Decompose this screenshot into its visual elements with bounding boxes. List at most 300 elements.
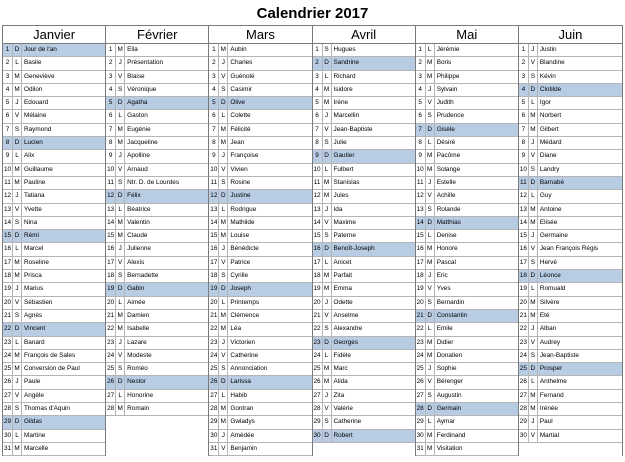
weekday-letter: V: [13, 204, 22, 216]
day-row-sunday: [519, 270, 622, 283]
weekday-letter: V: [529, 150, 538, 162]
weekday-letter: V: [116, 71, 125, 83]
saint-name: Achille: [436, 192, 456, 200]
day-row: [3, 110, 105, 123]
saint-name: Gautier: [333, 152, 355, 160]
month-column: [106, 26, 209, 456]
day-row: [519, 350, 622, 363]
day-row: [209, 243, 311, 256]
saint-name: Eté: [539, 311, 550, 319]
weekday-letter: M: [323, 363, 332, 375]
day-row: [3, 443, 105, 456]
day-row: [3, 71, 105, 84]
saint-name: Catherine: [333, 418, 362, 426]
weekday-letter: M: [529, 310, 538, 322]
day-row: [416, 177, 518, 190]
saint-name: Parfait: [333, 272, 352, 280]
weekday-letter: S: [13, 310, 22, 322]
day-number: 27: [209, 390, 219, 402]
weekday-letter: S: [219, 177, 228, 189]
saint-name: Pascal: [436, 258, 456, 266]
weekday-letter: D: [529, 270, 538, 282]
day-row-sunday: [3, 323, 105, 336]
day-number: 2: [209, 57, 219, 69]
day-row: [3, 243, 105, 256]
weekday-letter: L: [426, 416, 435, 428]
day-row: [106, 110, 208, 123]
weekday-letter: J: [13, 376, 22, 388]
day-row: [106, 323, 208, 336]
day-row: [209, 150, 311, 163]
day-row: [519, 110, 622, 123]
weekday-letter: S: [323, 230, 332, 242]
day-row: [3, 270, 105, 283]
day-row: [209, 84, 311, 97]
weekday-letter: D: [426, 403, 435, 415]
day-number: 23: [519, 337, 529, 349]
weekday-letter: M: [426, 257, 435, 269]
day-row-sunday: [416, 403, 518, 416]
saint-name: Aimée: [127, 298, 146, 306]
day-number: 7: [313, 124, 323, 136]
day-number: 19: [106, 283, 116, 295]
weekday-letter: L: [529, 97, 538, 109]
month-header: Janvier: [3, 26, 105, 44]
day-row: [519, 124, 622, 137]
weekday-letter: M: [116, 137, 125, 149]
weekday-letter: J: [426, 270, 435, 282]
weekday-letter: L: [323, 164, 332, 176]
day-number: 15: [313, 230, 323, 242]
weekday-letter: M: [116, 310, 125, 322]
day-number: 20: [209, 297, 219, 309]
weekday-letter: D: [13, 416, 22, 428]
day-number: 16: [519, 243, 529, 255]
day-number: 5: [106, 97, 116, 109]
weekday-letter: V: [323, 310, 332, 322]
weekday-letter: M: [323, 84, 332, 96]
weekday-letter: M: [323, 270, 332, 282]
day-row: [416, 390, 518, 403]
saint-name: Sylvain: [436, 85, 458, 93]
saint-name: Vincent: [24, 325, 46, 333]
day-row: [106, 243, 208, 256]
day-number: 16: [416, 243, 426, 255]
saint-name: Annonciation: [230, 365, 268, 373]
day-row-sunday: [416, 310, 518, 323]
saint-name: François de Sales: [24, 351, 76, 359]
month-header: Avril: [313, 26, 415, 44]
saint-name: Marcel: [24, 245, 44, 253]
day-number: 28: [209, 403, 219, 415]
day-row: [106, 44, 208, 57]
day-number: 22: [106, 323, 116, 335]
day-row: [313, 390, 415, 403]
day-number: 21: [209, 310, 219, 322]
day-row: [106, 164, 208, 177]
day-row: [106, 137, 208, 150]
day-number: 7: [106, 124, 116, 136]
weekday-letter: J: [529, 230, 538, 242]
day-number: 12: [209, 190, 219, 202]
weekday-letter: S: [219, 270, 228, 282]
weekday-letter: M: [426, 71, 435, 83]
day-row: [106, 337, 208, 350]
day-row: [106, 350, 208, 363]
day-number: 30: [519, 430, 529, 442]
day-number: 4: [313, 84, 323, 96]
saint-name: Anselme: [333, 311, 359, 319]
saint-name: Bénédicte: [230, 245, 259, 253]
saint-name: Casimir: [230, 85, 252, 93]
day-number: 24: [3, 350, 13, 362]
day-number: 30: [416, 430, 426, 442]
weekday-letter: S: [219, 363, 228, 375]
weekday-letter: M: [529, 110, 538, 122]
weekday-letter: M: [13, 350, 22, 362]
saint-name: Silvère: [539, 298, 560, 306]
weekday-letter: L: [219, 297, 228, 309]
day-number: 14: [106, 217, 116, 229]
day-number: 17: [416, 257, 426, 269]
day-row: [313, 204, 415, 217]
saint-name: Colette: [230, 112, 251, 120]
saint-name: Ntr. D. de Lourdes: [127, 178, 180, 186]
day-number: 4: [416, 84, 426, 96]
saint-name: Constantin: [436, 311, 468, 319]
saint-name: Kévin: [539, 72, 556, 80]
day-row: [209, 430, 311, 443]
saint-name: Norbert: [539, 112, 562, 120]
day-number: 6: [313, 110, 323, 122]
day-number: 10: [313, 164, 323, 176]
day-row: [519, 230, 622, 243]
weekday-letter: L: [529, 376, 538, 388]
weekday-letter: M: [219, 230, 228, 242]
weekday-letter: S: [13, 124, 22, 136]
weekday-letter: L: [116, 110, 125, 122]
day-row: [106, 257, 208, 270]
saint-name: Jean-Baptiste: [539, 351, 579, 359]
saint-name: Zita: [333, 391, 345, 399]
day-number: 26: [3, 376, 13, 388]
saint-name: Victorien: [230, 338, 256, 346]
weekday-letter: J: [13, 190, 22, 202]
day-row: [416, 363, 518, 376]
day-number: 9: [3, 150, 13, 162]
day-row: [209, 44, 311, 57]
saint-name: Marc: [333, 365, 348, 373]
saint-name: Fernand: [539, 391, 564, 399]
weekday-letter: J: [116, 57, 125, 69]
weekday-letter: L: [219, 110, 228, 122]
day-row: [416, 337, 518, 350]
day-row: [3, 403, 105, 416]
saint-name: Anthelme: [539, 378, 567, 386]
day-row: [313, 416, 415, 429]
day-row: [209, 137, 311, 150]
day-number: 15: [106, 230, 116, 242]
saint-name: Yves: [436, 285, 451, 293]
day-row: [209, 217, 311, 230]
day-row-sunday: [3, 416, 105, 429]
day-number: 24: [106, 350, 116, 362]
weekday-letter: M: [219, 137, 228, 149]
saint-name: Gildas: [24, 418, 43, 426]
day-number: 20: [519, 297, 529, 309]
saint-name: Sandrine: [333, 59, 360, 67]
day-number: 19: [3, 283, 13, 295]
saint-name: Béatrice: [127, 205, 151, 213]
day-row: [519, 257, 622, 270]
day-row: [3, 257, 105, 270]
weekday-letter: S: [426, 110, 435, 122]
weekday-letter: S: [116, 270, 125, 282]
day-row: [3, 337, 105, 350]
day-row: [519, 150, 622, 163]
saint-name: Léa: [230, 325, 242, 333]
saint-name: Isabelle: [127, 325, 150, 333]
saint-name: Basile: [24, 59, 42, 67]
day-number: 30: [3, 430, 13, 442]
saint-name: Joseph: [230, 285, 251, 293]
day-row: [313, 310, 415, 323]
day-row-sunday: [3, 230, 105, 243]
day-number: 5: [3, 97, 13, 109]
day-number: 23: [3, 337, 13, 349]
day-number: 1: [313, 44, 323, 56]
saint-name: Guy: [539, 192, 552, 200]
weekday-letter: V: [13, 390, 22, 402]
day-number: 12: [106, 190, 116, 202]
day-row: [313, 376, 415, 389]
day-row-sunday: [313, 150, 415, 163]
saint-name: Alix: [24, 152, 35, 160]
saint-name: Tatiana: [24, 192, 45, 200]
day-number: 10: [106, 164, 116, 176]
day-row: [209, 443, 311, 456]
weekday-letter: M: [219, 124, 228, 136]
day-row: [313, 137, 415, 150]
saint-name: Jules: [333, 192, 349, 200]
day-number: 21: [313, 310, 323, 322]
day-row: [416, 443, 518, 456]
weekday-letter: J: [323, 204, 332, 216]
saint-name: Olive: [230, 99, 245, 107]
day-number: 13: [106, 204, 116, 216]
weekday-letter: V: [426, 376, 435, 388]
saint-name: Gabin: [127, 285, 145, 293]
day-number: 6: [519, 110, 529, 122]
saint-name: Eric: [436, 272, 448, 280]
day-number: 16: [209, 243, 219, 255]
saint-name: Benjamin: [230, 444, 257, 452]
saint-name: Clémence: [230, 311, 260, 319]
day-row-sunday: [313, 430, 415, 443]
day-row: [3, 390, 105, 403]
day-row: [313, 84, 415, 97]
weekday-letter: M: [13, 443, 22, 455]
day-row: [416, 323, 518, 336]
month-header: Février: [106, 26, 208, 44]
day-number: 8: [519, 137, 529, 149]
day-row: [313, 124, 415, 137]
day-number: 3: [3, 71, 13, 83]
weekday-letter: M: [116, 217, 125, 229]
saint-name: Raymond: [24, 125, 52, 133]
day-number: 24: [519, 350, 529, 362]
saint-name: Roseline: [24, 258, 49, 266]
day-row: [519, 243, 622, 256]
day-number: 23: [313, 337, 323, 349]
saint-name: Blaise: [127, 72, 145, 80]
day-number: 9: [313, 150, 323, 162]
day-row: [106, 84, 208, 97]
weekday-letter: D: [323, 57, 332, 69]
saint-name: Visitation: [436, 444, 463, 452]
day-row: [416, 257, 518, 270]
day-number: 31: [209, 443, 219, 455]
saint-name: Justine: [230, 192, 251, 200]
day-number: 11: [313, 177, 323, 189]
saint-name: Véronique: [127, 85, 157, 93]
weekday-letter: M: [13, 164, 22, 176]
day-row: [519, 323, 622, 336]
saint-name: Aubin: [230, 46, 247, 53]
saint-name: Yvette: [24, 205, 42, 213]
saint-name: Jour de l'an: [24, 46, 57, 53]
day-number: 27: [416, 390, 426, 402]
day-number: 8: [209, 137, 219, 149]
day-row-sunday: [519, 363, 622, 376]
day-number: 2: [3, 57, 13, 69]
day-number: 12: [519, 190, 529, 202]
saint-name: Hugues: [333, 46, 356, 53]
saint-name: Odette: [333, 298, 353, 306]
weekday-letter: D: [529, 177, 538, 189]
day-number: 23: [106, 337, 116, 349]
weekday-letter: V: [116, 350, 125, 362]
day-row: [106, 124, 208, 137]
saint-name: Angèle: [24, 391, 44, 399]
weekday-letter: J: [219, 57, 228, 69]
saint-name: Lazare: [127, 338, 147, 346]
saint-name: Banard: [24, 338, 45, 346]
weekday-letter: D: [13, 44, 22, 56]
day-number: 10: [416, 164, 426, 176]
weekday-letter: J: [116, 150, 125, 162]
saint-name: Guillaume: [24, 165, 53, 173]
day-row: [106, 177, 208, 190]
day-number: 19: [313, 283, 323, 295]
weekday-letter: M: [13, 71, 22, 83]
weekday-letter: S: [13, 403, 22, 415]
day-row-sunday: [106, 190, 208, 203]
day-number: 9: [106, 150, 116, 162]
day-number: 17: [106, 257, 116, 269]
day-row-sunday: [313, 57, 415, 70]
day-row: [209, 390, 311, 403]
day-number: 15: [416, 230, 426, 242]
day-row: [3, 164, 105, 177]
day-number: 25: [416, 363, 426, 375]
month-column: [313, 26, 416, 456]
day-row: [519, 57, 622, 70]
saint-name: Prisca: [24, 272, 42, 280]
day-number: 21: [3, 310, 13, 322]
weekday-letter: V: [426, 97, 435, 109]
weekday-letter: L: [116, 297, 125, 309]
saint-name: Patrice: [230, 258, 251, 266]
saint-name: Eugénie: [127, 125, 151, 133]
day-row: [3, 204, 105, 217]
day-number: 4: [106, 84, 116, 96]
day-number: 19: [209, 283, 219, 295]
weekday-letter: M: [219, 217, 228, 229]
day-number: 13: [209, 204, 219, 216]
day-row: [416, 137, 518, 150]
day-number: 29: [416, 416, 426, 428]
saint-name: Agatha: [127, 99, 148, 107]
weekday-letter: V: [323, 217, 332, 229]
day-row-sunday: [519, 177, 622, 190]
day-number: 11: [106, 177, 116, 189]
day-number: 31: [3, 443, 13, 455]
weekday-letter: M: [426, 337, 435, 349]
saint-name: Printemps: [230, 298, 260, 306]
day-number: 28: [416, 403, 426, 415]
day-row: [209, 124, 311, 137]
day-number: 2: [416, 57, 426, 69]
saint-name: Agnès: [24, 311, 43, 319]
weekday-letter: V: [529, 243, 538, 255]
weekday-letter: V: [13, 297, 22, 309]
day-row: [313, 270, 415, 283]
day-number: 18: [416, 270, 426, 282]
day-row: [209, 110, 311, 123]
day-number: 17: [313, 257, 323, 269]
day-number: 11: [3, 177, 13, 189]
day-number: 21: [416, 310, 426, 322]
saint-name: Jean François Régis: [539, 245, 599, 253]
day-row: [106, 310, 208, 323]
saint-name: Matthias: [436, 218, 461, 226]
day-number: 13: [416, 204, 426, 216]
saint-name: Nestor: [127, 378, 146, 386]
weekday-letter: L: [426, 230, 435, 242]
saint-name: Gaston: [127, 112, 148, 120]
day-row: [3, 297, 105, 310]
day-row: [3, 57, 105, 70]
weekday-letter: L: [13, 57, 22, 69]
day-number: 30: [313, 430, 323, 442]
weekday-letter: D: [13, 323, 22, 335]
day-row: [313, 190, 415, 203]
saint-name: Irénée: [539, 405, 558, 413]
weekday-letter: D: [323, 430, 332, 442]
saint-name: Rolande: [436, 205, 461, 213]
day-row: [416, 270, 518, 283]
day-row: [106, 150, 208, 163]
day-number: 18: [209, 270, 219, 282]
weekday-letter: D: [219, 97, 228, 109]
day-row-sunday: [416, 124, 518, 137]
day-number: 1: [106, 44, 116, 56]
weekday-letter: J: [529, 416, 538, 428]
day-row: [313, 217, 415, 230]
saint-name: Félicité: [230, 125, 251, 133]
day-number: 1: [416, 44, 426, 56]
